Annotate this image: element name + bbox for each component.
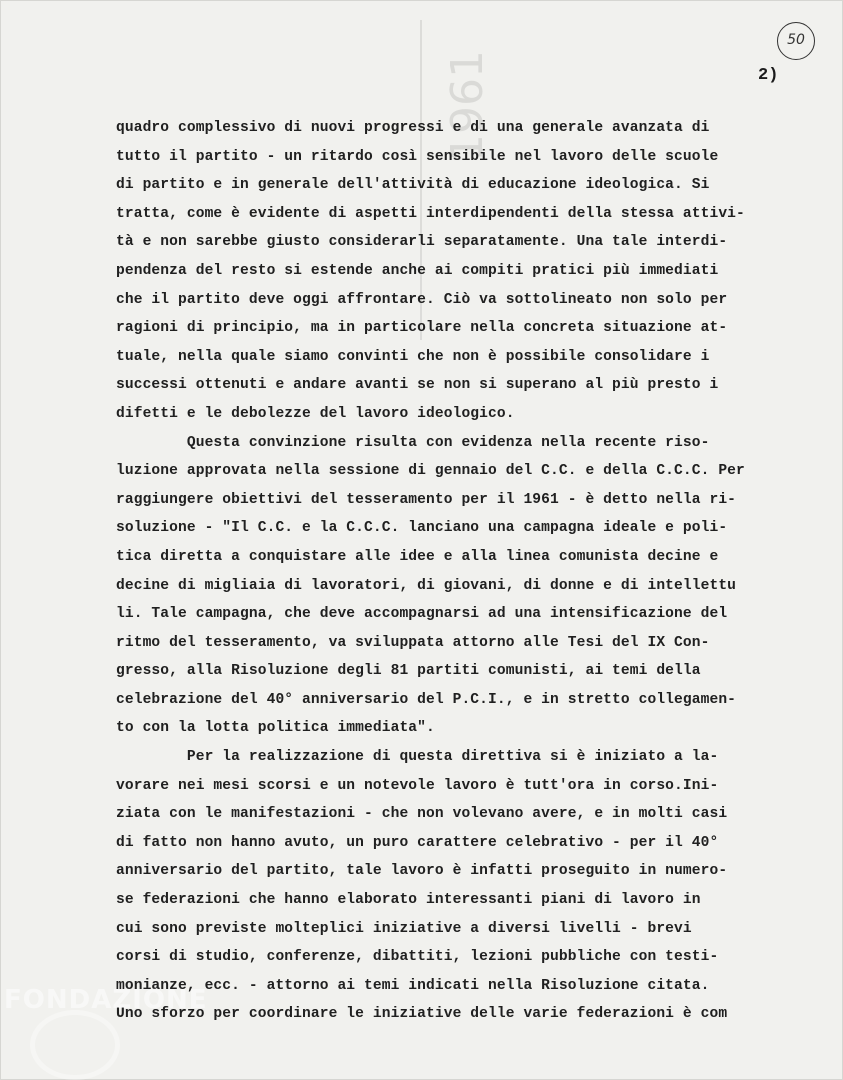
text-line: di fatto non hanno avuto, un puro carattere celebrativo - per il 40° (116, 834, 719, 851)
folio-number: 50 (777, 22, 815, 60)
text-line: pendenza del resto si estende anche ai compiti pratici più immediati (116, 262, 719, 279)
text-line: soluzione - "Il C.C. e la C.C.C. lanciano una campagna ideale e poli- (116, 520, 728, 537)
text-line: anniversario del partito, tale lavoro è infatti proseguito in numero- (116, 863, 728, 880)
text-line: gresso, alla Risoluzione degli 81 partiti comunisti, ai temi della (116, 663, 701, 680)
text-line: ragioni di principio, ma in particolare nella concreta situazione at- (116, 320, 728, 337)
text-line: ziata con le manifestazioni - che non volevano avere, e in molti casi (116, 806, 728, 823)
text-line: successi ottenuti e andare avanti se non si superano al più presto i (116, 377, 719, 394)
text-line: tuale, nella quale siamo convinti che non è possibile consolidare i (116, 348, 710, 365)
text-line: li. Tale campagna, che deve accompagnarsi ad una intensificazione del (116, 606, 728, 623)
text-line: tica diretta a conquistare alle idee e alla linea comunista decine e (116, 548, 719, 565)
background-stamp: 1961 (420, 20, 542, 340)
text-line: celebrazione del 40° anniversario del P.C.I., e in stretto collegamen- (116, 691, 737, 708)
text-line: luzione approvata nella sessione di gennaio del C.C. e della C.C.C. Per (116, 463, 745, 480)
text-line: Questa convinzione risulta con evidenza nella recente riso- (116, 434, 710, 451)
text-line: tutto il partito - un ritardo così sensibile nel lavoro delle scuole (116, 148, 719, 165)
text-line: Uno sforzo per coordinare le iniziative delle varie federazioni è com (116, 1006, 728, 1023)
body-text (116, 114, 816, 1029)
watermark-logo (30, 1010, 120, 1080)
text-line: raggiungere obiettivi del tesseramento per il 1961 - è detto nella ri- (116, 491, 737, 508)
text-line: decine di migliaia di lavoratori, di giovani, di donne e di intellettu (116, 577, 737, 594)
text-line: cui sono previste molteplici iniziative a diversi livelli - brevi (116, 920, 692, 937)
text-line: tratta, come è evidente di aspetti interdipendenti della stessa attivi- (116, 205, 745, 222)
text-line: to con la lotta politica immediata". (116, 720, 435, 737)
text-line: vorare nei mesi scorsi e un notevole lavoro è tutt'ora in corso.Ini- (116, 777, 719, 794)
text-line: ritmo del tesseramento, va sviluppata attorno alle Tesi del IX Con- (116, 634, 710, 651)
watermark-text: FONDAZIONE (4, 985, 208, 1015)
page-number: 2) (758, 66, 779, 85)
text-line: di partito e in generale dell'attività di educazione ideologica. Si (116, 177, 710, 194)
text-line: tà e non sarebbe giusto considerarli separatamente. Una tale interdi- (116, 234, 728, 251)
text-line: difetti e le debolezze del lavoro ideologico. (116, 405, 515, 422)
text-line: quadro complessivo di nuovi progressi e di una generale avanzata di (116, 120, 710, 136)
text-line: se federazioni che hanno elaborato interessanti piani di lavoro in (116, 892, 701, 909)
text-line: Per la realizzazione di questa direttiva si è iniziato a la- (116, 749, 719, 766)
text-line: che il partito deve oggi affrontare. Ciò va sottolineato non solo per (116, 291, 728, 308)
text-line: corsi di studio, conferenze, dibattiti, lezioni pubbliche con testi- (116, 949, 719, 966)
text-line: monianze, ecc. - attorno ai temi indicati nella Risoluzione citata. (116, 977, 710, 994)
